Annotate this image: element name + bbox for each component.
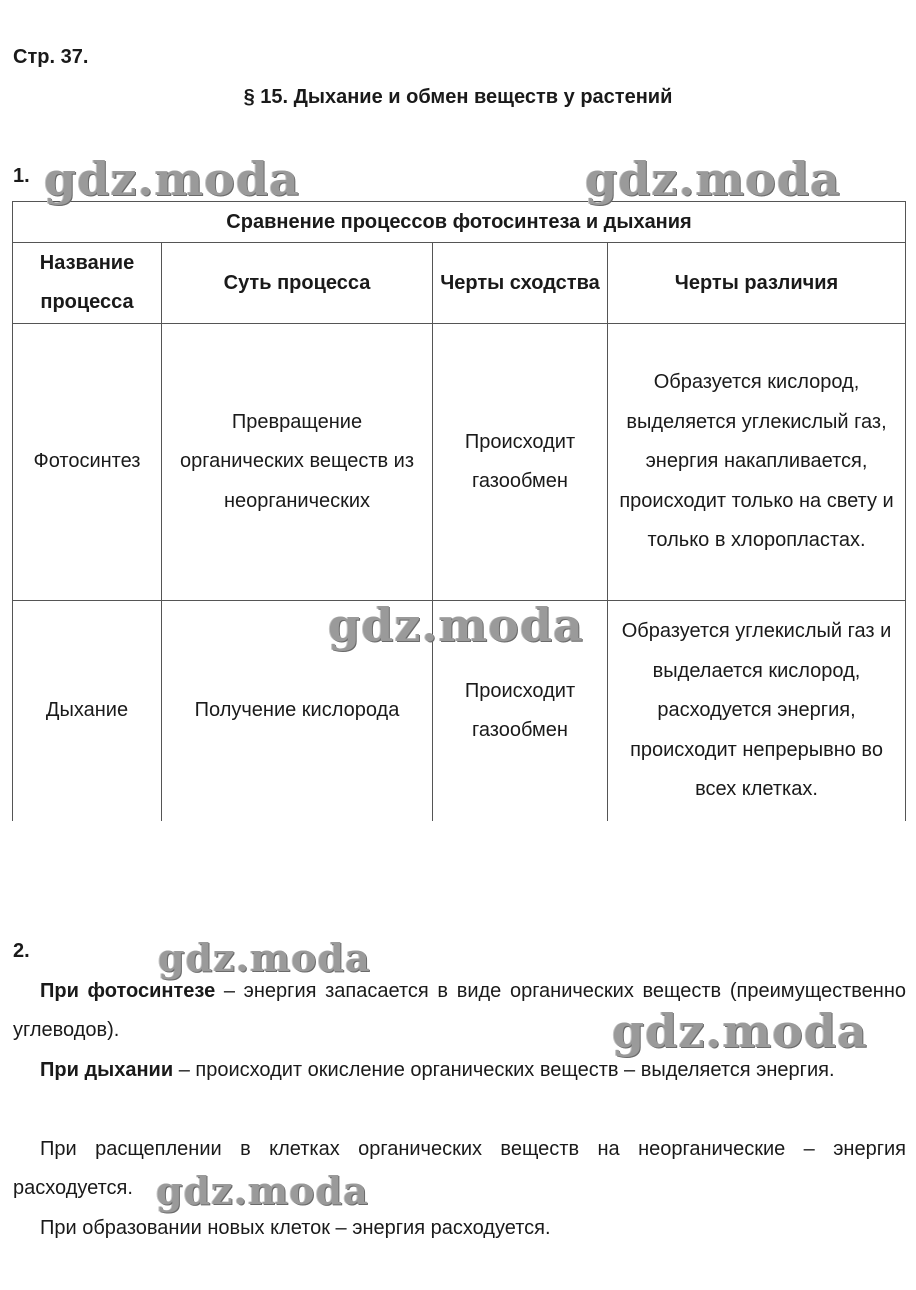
answer-paragraph-3 xyxy=(13,1130,906,1208)
header-similarity: Черты сходства xyxy=(433,243,608,324)
cell-similarity: Происходит газообмен xyxy=(433,324,608,601)
table-row xyxy=(13,324,906,601)
comparison-table xyxy=(12,201,906,821)
paragraph-bold-lead: При фотосинтезе xyxy=(40,980,216,1002)
paragraph-text: При расщеплении в клетках органических веществ на неорганические – энергия расходуется. xyxy=(13,1138,906,1199)
answer-paragraph-2 xyxy=(13,1051,906,1090)
watermark-logo: gdz.moda xyxy=(156,1168,369,1213)
watermark-logo: gdz.moda xyxy=(158,935,371,980)
header-difference: Черты различия xyxy=(608,243,906,324)
header-process-name: Название процесса xyxy=(13,243,162,324)
watermark-logo: gdz.moda xyxy=(612,1004,868,1058)
paragraph-text: – энергия запасается в виде органических веществ (преимущественно углеводов). xyxy=(13,980,906,1041)
cell-essence: Превращение органических веществ из неорганических xyxy=(162,324,433,601)
cell-difference: Образуется углекислый газ и выделается кислород, расходуется энергия, происходит непрерывно во всех клетках. xyxy=(608,601,906,822)
cell-difference: Образуется кислород, выделяется углекислый газ, энергия накапливается, происходит только на свету и только в хлоропластах. xyxy=(608,324,906,601)
page-number: Стр. 37. xyxy=(13,46,89,68)
table-caption: Сравнение процессов фотосинтеза и дыхания xyxy=(13,202,906,243)
watermark-logo: gdz.moda xyxy=(328,598,584,652)
paragraph-text: При образовании новых клеток – энергия расходуется. xyxy=(40,1217,551,1239)
cell-essence: Получение кислорода xyxy=(162,601,433,822)
paragraph-bold-lead: При дыхании xyxy=(40,1059,174,1081)
section-title: § 15. Дыхание и обмен веществ у растений xyxy=(243,86,673,108)
watermark-logo: gdz.moda xyxy=(44,152,300,206)
answer-paragraph-1 xyxy=(13,972,906,1050)
table-row xyxy=(13,601,906,822)
task-2-number: 2. xyxy=(13,940,30,962)
cell-name: Фотосинтез xyxy=(13,324,162,601)
watermark-logo: gdz.moda xyxy=(585,152,841,206)
paragraph-text: – происходит окисление органических веществ – выделяется энергия. xyxy=(173,1059,835,1081)
header-process-essence: Суть процесса xyxy=(162,243,433,324)
cell-name: Дыхание xyxy=(13,601,162,822)
cell-similarity: Происходит газообмен xyxy=(433,601,608,822)
task-1-number: 1. xyxy=(13,165,30,187)
answer-paragraph-4 xyxy=(13,1209,906,1248)
